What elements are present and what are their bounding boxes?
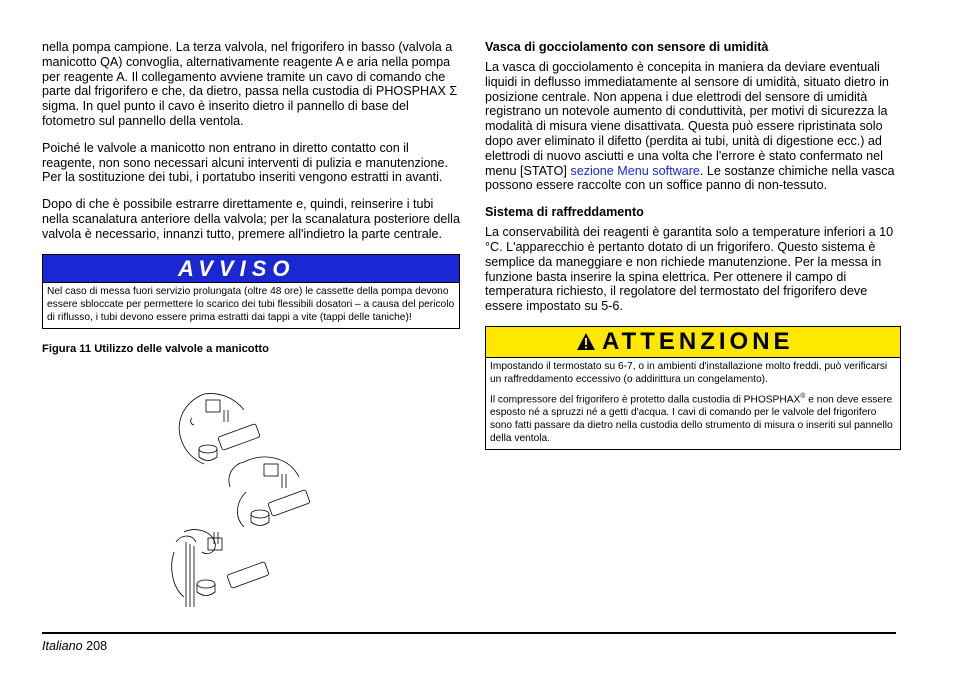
software-menu-link[interactable]: sezione Menu software (570, 163, 700, 178)
footer-page-number: 208 (86, 639, 108, 653)
left-paragraph-2: Poiché le valvole a manicotto non entrano in diretto contatto con il reagente, non sono necessari alcuni interventi di pulizia e manutenzione. Per la sostituzione dei tubi, i portatubo inseriti vengono estratti in avanti. (42, 140, 449, 185)
right-paragraph-2: La conservabilità dei reagenti è garantita solo a temperature inferiori a 10 °C. L'apparecchio è pertanto dotato di un frigorifero. Questo sistema è semplice da maneggiare e non richiede manutenzione. Per la messa in funzione basta inserire la spina elettrica. Per ottenere il campo di temperatura richiesto, il regolatore del termostato del frigorifero deve essere impostato su 5-6. (485, 225, 894, 314)
left-paragraph-1: nella pompa campione. La terza valvola, nel frigorifero in basso (valvola a manicotto QA) convoglia, alternativamente reagente A e aria nella pompa per reagente A. Il collegamento avviene tramite un cavo di comando che parte dal frigorifero e che, da dietro, passa nella custodia di PHOSPHAX Σ sigma. In quel punto il cavo è inserito dietro il pannello di base del fotometro sul pannello della ventola. (42, 40, 458, 128)
right-paragraph-1 (485, 60, 901, 193)
attenzione-text-2-a: Il compressore del frigorifero è protetto dalla custodia di PHOSPHAX (490, 394, 801, 406)
attenzione-text-1: Impostando il termostato su 6-7, o in ambienti d'installazione molto freddi, può verificarsi un raffreddamento eccessivo (o addirittura un congelamento). (490, 360, 888, 385)
registered-mark: ® (800, 392, 806, 400)
figure-caption: Figura 11 Utilizzo delle valvole a manicotto (42, 342, 269, 355)
attenzione-title: ATTENZIONE (602, 327, 794, 355)
attenzione-text-2 (490, 390, 896, 445)
heading-drip-tray: Vasca di gocciolamento con sensore di umidità (485, 40, 769, 54)
page-footer (42, 639, 107, 653)
avviso-box (42, 254, 460, 329)
left-paragraph-3: Dopo di che è possibile estrarre direttamente e, quindi, reinserire i tubi nella scanalatura anteriore della valvola; per la scanalatura posteriore della valvola è necessario, innanzi tutto, premere all'indietro la parte centrale. (42, 197, 460, 241)
warning-icon (576, 332, 596, 352)
right-paragraph-1-text-b: . Le sostanze chimiche nella vasca possono essere raccolte con un soffice panno di non-tessuto. (485, 163, 895, 193)
left-column (42, 40, 460, 355)
attenzione-header (486, 327, 900, 358)
attenzione-text-2-b: e non deve essere esposto né a spruzzi né a getti d'acqua. I cavi di comando per le valvole del frigorifero sono fatti passare da dietro nella custodia dello strumento di misura o inseriti sul pannello della ventola. (490, 394, 893, 445)
heading-cooling-system: Sistema di raffreddamento (485, 205, 644, 220)
footer-language: Italiano (42, 639, 83, 653)
right-paragraph-1-text-a: La vasca di gocciolamento è concepita in maniera da deviare eventuali liquidi in deflusso immediatamente al sensore di umidità, situato dietro in posizione centrale. Non appena i due elettrodi del sensore di umidità registrano un notevole aumento di conduttività, per motivi di sicurezza la modalità di misura viene disattivata. Questa può essere ripristinata solo dopo aver eliminato il difetto (perdita ai tubi, unità di digestione ecc.) ad elettrodi di nuovo asciutti e una volta che l'errore è stato confermato nel menu [STATO] (485, 60, 889, 178)
attenzione-box (485, 326, 901, 450)
footer-divider (42, 632, 896, 634)
avviso-text: Nel caso di messa fuori servizio prolungata (oltre 48 ore) le cassette della pompa devono essere sbloccate per permettere lo scarico dei tubi flessibili dosatori – a causa del pericolo di riflusso, i tubi devono essere prima estratti dai tappi a vite (tappi delle taniche)! (47, 285, 455, 323)
right-column (485, 40, 901, 450)
avviso-title: AVVISO (43, 255, 459, 283)
pinch-valve-illustration (164, 392, 314, 612)
